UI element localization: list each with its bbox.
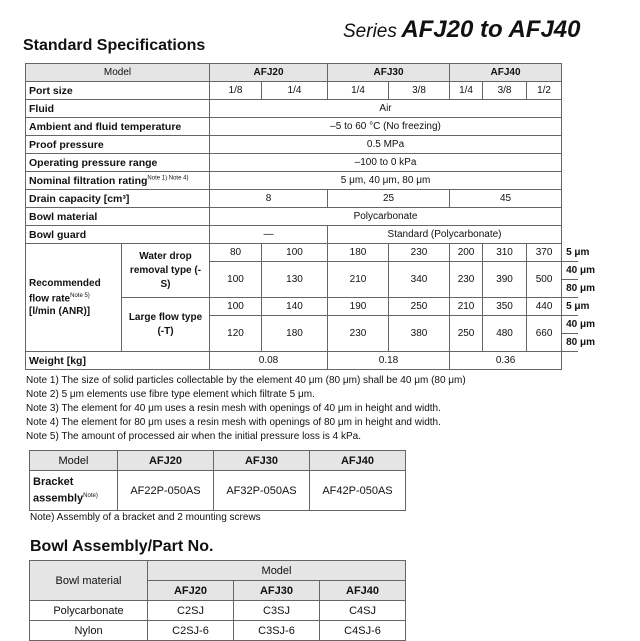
nominal-label: Nominal filtration rating$^{Note 1) Note 4)}$ [26, 172, 210, 190]
rec-cell: 100 [262, 244, 328, 262]
unit-label: 40 μm [562, 316, 578, 334]
temp-value: –5 to 60 °C (No freezing) [210, 118, 562, 136]
rec-cell: 210 [450, 298, 483, 316]
bowl-model-afj20: AFJ20 [148, 581, 234, 601]
bowl-model-label: Model [148, 561, 406, 581]
rec-cell: 230 [389, 244, 450, 262]
rec-cell: 180 [262, 316, 328, 352]
bowl-part: C3SJ [234, 601, 320, 621]
model-afj20: AFJ20 [210, 64, 328, 82]
bowl-part: C2SJ [148, 601, 234, 621]
op-range-row [26, 154, 578, 172]
bracket-label: Bracket assembly$^{Note)}$ [30, 471, 118, 511]
bracket-note: Note) Assembly of a bracket and 2 mounting screws [30, 512, 261, 523]
fluid-label: Fluid [26, 100, 210, 118]
bowl-row-material: Nylon [30, 621, 148, 641]
water-drop-label: Water drop removal type (-S) [122, 244, 210, 298]
bowl-model-afj40: AFJ40 [320, 581, 406, 601]
series-prefix: Series [343, 21, 397, 42]
note-2: Note 2) 5 μm elements use fibre type element which filtrate 5 μm. [26, 389, 315, 400]
bowl-material-header: Bowl material [30, 561, 148, 601]
bowl-row-material: Polycarbonate [30, 601, 148, 621]
bracket-table [29, 450, 406, 511]
proof-value: 0.5 MPa [210, 136, 562, 154]
rec-cell: 80 [210, 244, 262, 262]
note-1: Note 1) The size of solid particles collectable by the element 40 μm (80 μm) shall be 40 μm (80 μm) [26, 375, 466, 386]
bracket-part-afj30: AF32P-050AS [214, 471, 310, 511]
rec-cell: 480 [483, 316, 527, 352]
rec-cell: 200 [450, 244, 483, 262]
weight-afj40: 0.36 [450, 352, 562, 370]
temp-label: Ambient and fluid temperature [26, 118, 210, 136]
rec-cell: 100 [210, 262, 262, 298]
port-cell: 1/2 [527, 82, 562, 100]
bowl-guard-other: Standard (Polycarbonate) [328, 226, 562, 244]
port-cell: 3/8 [389, 82, 450, 100]
large-flow-label: Large flow type (-T) [122, 298, 210, 352]
rec-row [26, 244, 578, 262]
port-cell: 1/4 [450, 82, 483, 100]
rec-cell: 250 [450, 316, 483, 352]
rec-cell: 500 [527, 262, 562, 298]
bowl-part: C4SJ [320, 601, 406, 621]
drain-afj30: 25 [328, 190, 450, 208]
rec-cell: 100 [210, 298, 262, 316]
note-3: Note 3) The element for 40 μm uses a resin mesh with openings of 40 μm in height and width. [26, 403, 441, 414]
bowl-guard-label: Bowl guard [26, 226, 210, 244]
nominal-note: Note 1) Note 4) [147, 175, 189, 181]
rec-cell: 390 [483, 262, 527, 298]
bowl-model-afj30: AFJ30 [234, 581, 320, 601]
series-title [343, 16, 580, 44]
rec-cell: 350 [483, 298, 527, 316]
bracket-model-label: Model [30, 451, 118, 471]
bowl-heading: Bowl Assembly/Part No. [30, 538, 214, 555]
bowl-guard-row [26, 226, 578, 244]
rec-cell: 370 [527, 244, 562, 262]
bowl-material-value: Polycarbonate [210, 208, 562, 226]
nominal-value: 5 μm, 40 μm, 80 μm [210, 172, 562, 190]
bowl-material-row [26, 208, 578, 226]
rec-cell: 120 [210, 316, 262, 352]
rec-cell: 140 [262, 298, 328, 316]
weight-row [26, 352, 578, 370]
unit-label: 5 μm [562, 298, 578, 316]
op-range-label: Operating pressure range [26, 154, 210, 172]
fluid-value: Air [210, 100, 562, 118]
rec-cell: 440 [527, 298, 562, 316]
series-name: AFJ20 to AFJ40 [401, 16, 581, 43]
unit-label: 5 μm [562, 244, 578, 262]
drain-afj40: 45 [450, 190, 562, 208]
weight-label: Weight [kg] [26, 352, 210, 370]
note-4: Note 4) The element for 80 μm uses a resin mesh with openings of 80 μm in height and width. [26, 417, 441, 428]
bracket-model-afj40: AFJ40 [310, 451, 406, 471]
rec-cell: 190 [328, 298, 389, 316]
spec-table [25, 63, 595, 370]
op-range-value: –100 to 0 kPa [210, 154, 562, 172]
proof-row [26, 136, 578, 154]
port-cell: 3/8 [483, 82, 527, 100]
rec-cell: 230 [450, 262, 483, 298]
bowl-part: C2SJ-6 [148, 621, 234, 641]
port-row [26, 82, 578, 100]
port-label: Port size [26, 82, 210, 100]
model-label: Model [26, 64, 210, 82]
drain-label: Drain capacity [cm³] [26, 190, 210, 208]
rec-cell: 210 [328, 262, 389, 298]
rec-cell: 180 [328, 244, 389, 262]
model-afj30: AFJ30 [328, 64, 450, 82]
bowl-row [30, 621, 406, 641]
model-row [26, 64, 578, 82]
spec-heading: Standard Specifications [23, 37, 206, 54]
proof-label: Proof pressure [26, 136, 210, 154]
port-cell: 1/4 [262, 82, 328, 100]
rec-cell: 130 [262, 262, 328, 298]
bowl-row [30, 601, 406, 621]
bowl-guard-afj20: — [210, 226, 328, 244]
rec-cell: 380 [389, 316, 450, 352]
drain-afj20: 8 [210, 190, 328, 208]
bowl-part: C4SJ-6 [320, 621, 406, 641]
model-afj40: AFJ40 [450, 64, 562, 82]
rec-cell: 340 [389, 262, 450, 298]
bowl-material-label: Bowl material [26, 208, 210, 226]
bowl-table [29, 560, 406, 641]
fluid-row [26, 100, 578, 118]
bracket-part-afj20: AF22P-050AS [118, 471, 214, 511]
temp-row [26, 118, 578, 136]
bowl-part: C3SJ-6 [234, 621, 320, 641]
rec-cell: 310 [483, 244, 527, 262]
nominal-row [26, 172, 578, 190]
unit-label: 80 μm [562, 334, 578, 352]
bracket-model-afj20: AFJ20 [118, 451, 214, 471]
note-5: Note 5) The amount of processed air when the initial pressure loss is 4 kPa. [26, 431, 361, 442]
weight-afj20: 0.08 [210, 352, 328, 370]
weight-afj30: 0.18 [328, 352, 450, 370]
unit-label: 40 μm [562, 262, 578, 280]
port-cell: 1/8 [210, 82, 262, 100]
spec-notes [26, 374, 466, 444]
port-cell: 1/4 [328, 82, 389, 100]
bracket-part-afj40: AF42P-050AS [310, 471, 406, 511]
rec-cell: 660 [527, 316, 562, 352]
unit-label: 80 μm [562, 280, 578, 298]
rec-label: Recommended flow rate$^{Note 5)}$ [l/min (ANR)] [26, 244, 122, 352]
bracket-model-afj30: AFJ30 [214, 451, 310, 471]
rec-cell: 250 [389, 298, 450, 316]
rec-cell: 230 [328, 316, 389, 352]
drain-row [26, 190, 578, 208]
